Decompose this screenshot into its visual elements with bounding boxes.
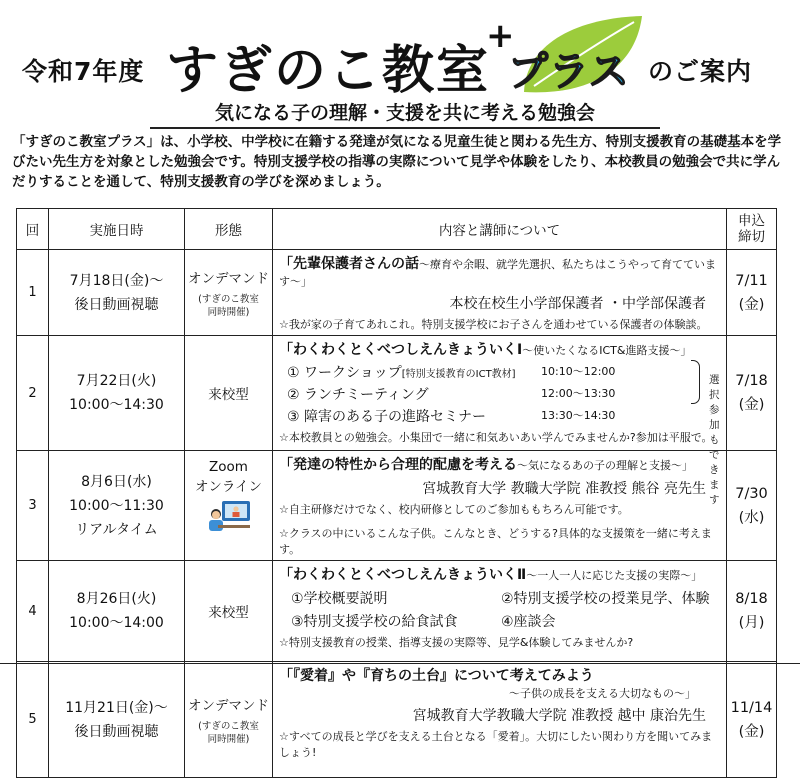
row-deadline: 7/11 (金) — [727, 250, 777, 336]
header-deadline-1: 申込 — [738, 213, 765, 229]
session-note: ☆特別支援教育の授業、指導支援の実際等、見学&体験してみませんか? — [279, 636, 634, 649]
header-deadline-2: 締切 — [738, 229, 765, 245]
table-row — [17, 451, 777, 561]
lecturer: 宮城教育大学教職大学院 准教授 越中 康治先生 — [412, 708, 706, 724]
intro-paragraph: 「すぎのこ教室プラス」は、小学校、中学校に在籍する発達が気になる児童生徒と関わる先生方、特別支援教育の基礎基本を学びたい先生方を対象とした勉強会です。特別支援学校の指導の実際について見学や体験をしたり、本校教員の勉強会で共に学んだりすることを通して、特別支援教育の学びを深めましょう。 — [12, 134, 782, 190]
title-plus-mark: + — [486, 16, 515, 56]
row-form — [185, 451, 273, 561]
form-label: オンデマンド — [188, 270, 269, 287]
online-meeting-icon — [206, 499, 252, 533]
session-title: 「『愛着』や『育ちの土台』について考えてみよう — [279, 668, 594, 684]
row-number: 5 — [17, 662, 49, 778]
date-line: 10:00～14:00 — [69, 615, 164, 631]
form-label: オンデマンド — [188, 697, 269, 714]
lecturer: 宮城教育大学 教職大学院 准教授 熊谷 亮先生 — [422, 481, 706, 497]
brace-note: 選択参加もできます — [709, 374, 720, 506]
row-content — [273, 451, 727, 561]
program-item: ①学校概要説明 — [291, 591, 388, 607]
form-label: Zoom — [209, 459, 248, 475]
divider-line — [0, 663, 800, 664]
program-item: ① ワークショップ[特別支援教育のICT教材] — [287, 365, 516, 381]
row-form: 来校型 — [185, 336, 273, 451]
date-line: 後日動画視聴 — [74, 296, 159, 313]
schedule-table — [16, 208, 777, 778]
date-line: リアルタイム — [75, 521, 158, 538]
title-main: すぎのこ教室 — [166, 41, 491, 101]
header-deadline — [727, 209, 777, 250]
date-line: 7月22日(火) — [76, 373, 157, 389]
title — [0, 14, 800, 101]
row-content — [273, 250, 727, 336]
row-form — [185, 662, 273, 778]
table-row — [17, 561, 777, 662]
date-line: 11月21日(金)～ — [65, 699, 168, 716]
form-label: オンライン — [194, 479, 263, 495]
program-list — [287, 362, 720, 426]
title-prefix: 令和7年度 — [22, 57, 145, 86]
date-line: 10:00～11:30 — [69, 497, 164, 514]
row-date — [49, 336, 185, 451]
date-line: 8月26日(火) — [76, 591, 157, 607]
session-title: 「先輩保護者さんの話～療育や余暇、就学先選択、私たちはこうやって育てています～」 — [279, 256, 716, 288]
session-subtitle: ～子供の成長を支える大切なもの～」 — [509, 687, 696, 700]
row-number: 1 — [17, 250, 49, 336]
title-plus: プラス — [508, 49, 630, 95]
header-date: 実施日時 — [49, 209, 185, 250]
subtitle: 気になる子の理解・支援を共に考える勉強会 — [150, 98, 660, 129]
table-header-row — [17, 209, 777, 250]
program-time: 12:00～13:30 — [541, 387, 616, 400]
program-item: ② ランチミーティング — [287, 387, 429, 403]
table-row — [17, 662, 777, 778]
row-content — [273, 561, 727, 662]
row-number: 3 — [17, 451, 49, 561]
row-deadline: 11/14 (金) — [727, 662, 777, 778]
row-date — [49, 662, 185, 778]
lecturer: 本校在校生小学部保護者 ・中学部保護者 — [449, 296, 706, 312]
header-form: 形態 — [185, 209, 273, 250]
header-round: 回 — [17, 209, 49, 250]
program-item: ②特別支援学校の授業見学、体験 — [501, 591, 710, 607]
session-note: ☆クラスの中にいるこんな子供。こんなとき、どうする?具体的な支援策を一緒に考えます。 — [279, 527, 712, 556]
form-note: (すぎのこ教室 同時開催) — [198, 720, 259, 745]
program-item: ③特別支援学校の給食試食 — [291, 614, 458, 630]
program-time: 13:30～14:30 — [541, 409, 616, 422]
program-item: ③ 障害のある子の進路セミナー — [287, 409, 487, 425]
session-note: ☆本校教員との勉強会。小集団で一緒に和気あいあい学んでみませんか?参加は平服で。 — [279, 431, 713, 444]
header-content: 内容と講師について — [273, 209, 727, 250]
row-form — [185, 250, 273, 336]
date-line: 10:00～14:30 — [69, 397, 164, 413]
program-item: ④座談会 — [501, 614, 556, 630]
session-note: ☆我が家の子育てあれこれ。特別支援学校にお子さんを通わせている保護者の体験談。 — [279, 318, 708, 331]
row-date — [49, 250, 185, 336]
brace — [691, 360, 700, 404]
session-title: 「発達の特性から合理的配慮を考える～気になるあの子の理解と支援～」 — [279, 457, 693, 473]
program-time: 10:10～12:00 — [541, 365, 616, 378]
date-line: 後日動画視聴 — [74, 723, 159, 740]
title-suffix: のご案内 — [648, 57, 753, 86]
row-deadline: 7/18 (金) — [727, 336, 777, 451]
date-line: 7月18日(金)～ — [69, 272, 164, 289]
table-row — [17, 336, 777, 451]
row-deadline: 8/18 (月) — [727, 561, 777, 662]
row-date — [49, 561, 185, 662]
form-note: (すぎのこ教室 同時開催) — [198, 293, 259, 318]
row-date — [49, 451, 185, 561]
row-content — [273, 662, 727, 778]
session-title: 「わくわくとくべつしえんきょういくⅠ～使いたくなるICT&進路支援～」 — [279, 342, 692, 358]
row-form: 来校型 — [185, 561, 273, 662]
program-list — [291, 588, 720, 631]
row-number: 4 — [17, 561, 49, 662]
row-deadline: 7/30 (水) — [727, 451, 777, 561]
date-line: 8月6日(水) — [81, 473, 152, 490]
session-title: 「わくわくとくべつしえんきょういくⅡ～一人一人に応じた支援の実際～」 — [279, 567, 703, 583]
session-note: ☆自主研修だけでなく、校内研修としてのご参加ももちろん可能です。 — [279, 503, 629, 516]
session-note: ☆すべての成長と学びを支える土台となる「愛着」。大切にしたい関わり方を聞いてみましょう! — [279, 730, 713, 759]
row-number: 2 — [17, 336, 49, 451]
table-row — [17, 250, 777, 336]
